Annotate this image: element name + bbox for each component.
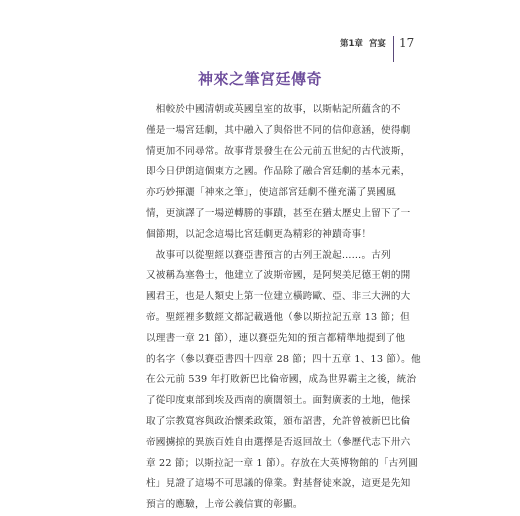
text-line: 帝。聖經裡多數經文都記載過他（參以斯拉記五章 13 節；但: [146, 311, 410, 323]
text-line: 國君王，也是人類史上第一位建立橫跨歐、亞、非三大洲的大: [146, 291, 411, 303]
chapter-label: 第1章: [340, 39, 363, 49]
text-line: 取了宗教寬容與政治懷柔政策，頒布詔書，允許曾被新巴比倫: [146, 415, 411, 427]
text-line: 故事可以從聖經以賽亞書預言的古列王說起……。古列: [146, 249, 391, 261]
text-line: 相較於中國清朝或英國皇室的故事，以斯帖記所蘊含的不: [146, 104, 401, 115]
paragraph-2: [146, 246, 421, 516]
text-line: 章 22 節；以斯拉記一章 1 節）。存放在大英博物館的「古列圓: [146, 457, 418, 469]
text-line: 即今日伊朗這個東方之國。作品除了融合宮廷劇的基本元素，: [146, 166, 411, 178]
text-line: 以理書一章 21 節），連以賽亞先知的預言都精準地提到了他: [146, 332, 406, 344]
text-line: 在公元前 539 年打敗新巴比倫帝國，成為世界霸主之後，統治: [146, 374, 417, 386]
running-header: [340, 30, 414, 56]
section-label: 宮宴: [368, 39, 386, 49]
text-line: 又被稱為塞魯士，他建立了波斯帝國，是阿契美尼德王朝的開: [146, 270, 411, 282]
text-line: 的名字（參以賽亞書四十四章 28 節；四十五章 1、13 節）。他: [146, 353, 421, 365]
text-line: 僅是一場宮廷劇，其中融入了與俗世不同的信仰意涵，使得劇: [146, 124, 411, 136]
paragraph-1: [146, 100, 411, 246]
text-line: 了從印度東部到埃及西南的廣闊領土。面對廣袤的土地，他採: [146, 395, 411, 407]
page-number: 17: [398, 36, 415, 50]
text-line: 亦巧妙揮灑「神來之筆」，使這部宮廷劇不僅充滿了異國風: [146, 187, 396, 199]
text-line: 帝國擄掠的異族百姓自由選擇是否返回故土（參歷代志下卅六: [146, 436, 411, 448]
body-text: [146, 100, 421, 516]
header-divider: [393, 36, 394, 62]
section-title: 神來之筆宮廷傳奇: [197, 70, 322, 88]
text-line: 個節期，以記念這場比宮廷劇更為精彩的神蹟奇事！: [146, 228, 372, 240]
text-line: 情，更演譯了一場逆轉勝的事蹟，甚至在猶太歷史上留下了一: [146, 207, 411, 219]
text-line: 情更加不同尋常。故事背景發生在公元前五世紀的古代波斯，: [146, 145, 411, 157]
text-line: 預言的應驗，上帝公義信實的彰顯。: [146, 499, 303, 511]
text-line: 柱」見證了這場不可思議的偉業。對基督徒來說，這更是先知: [146, 478, 411, 490]
